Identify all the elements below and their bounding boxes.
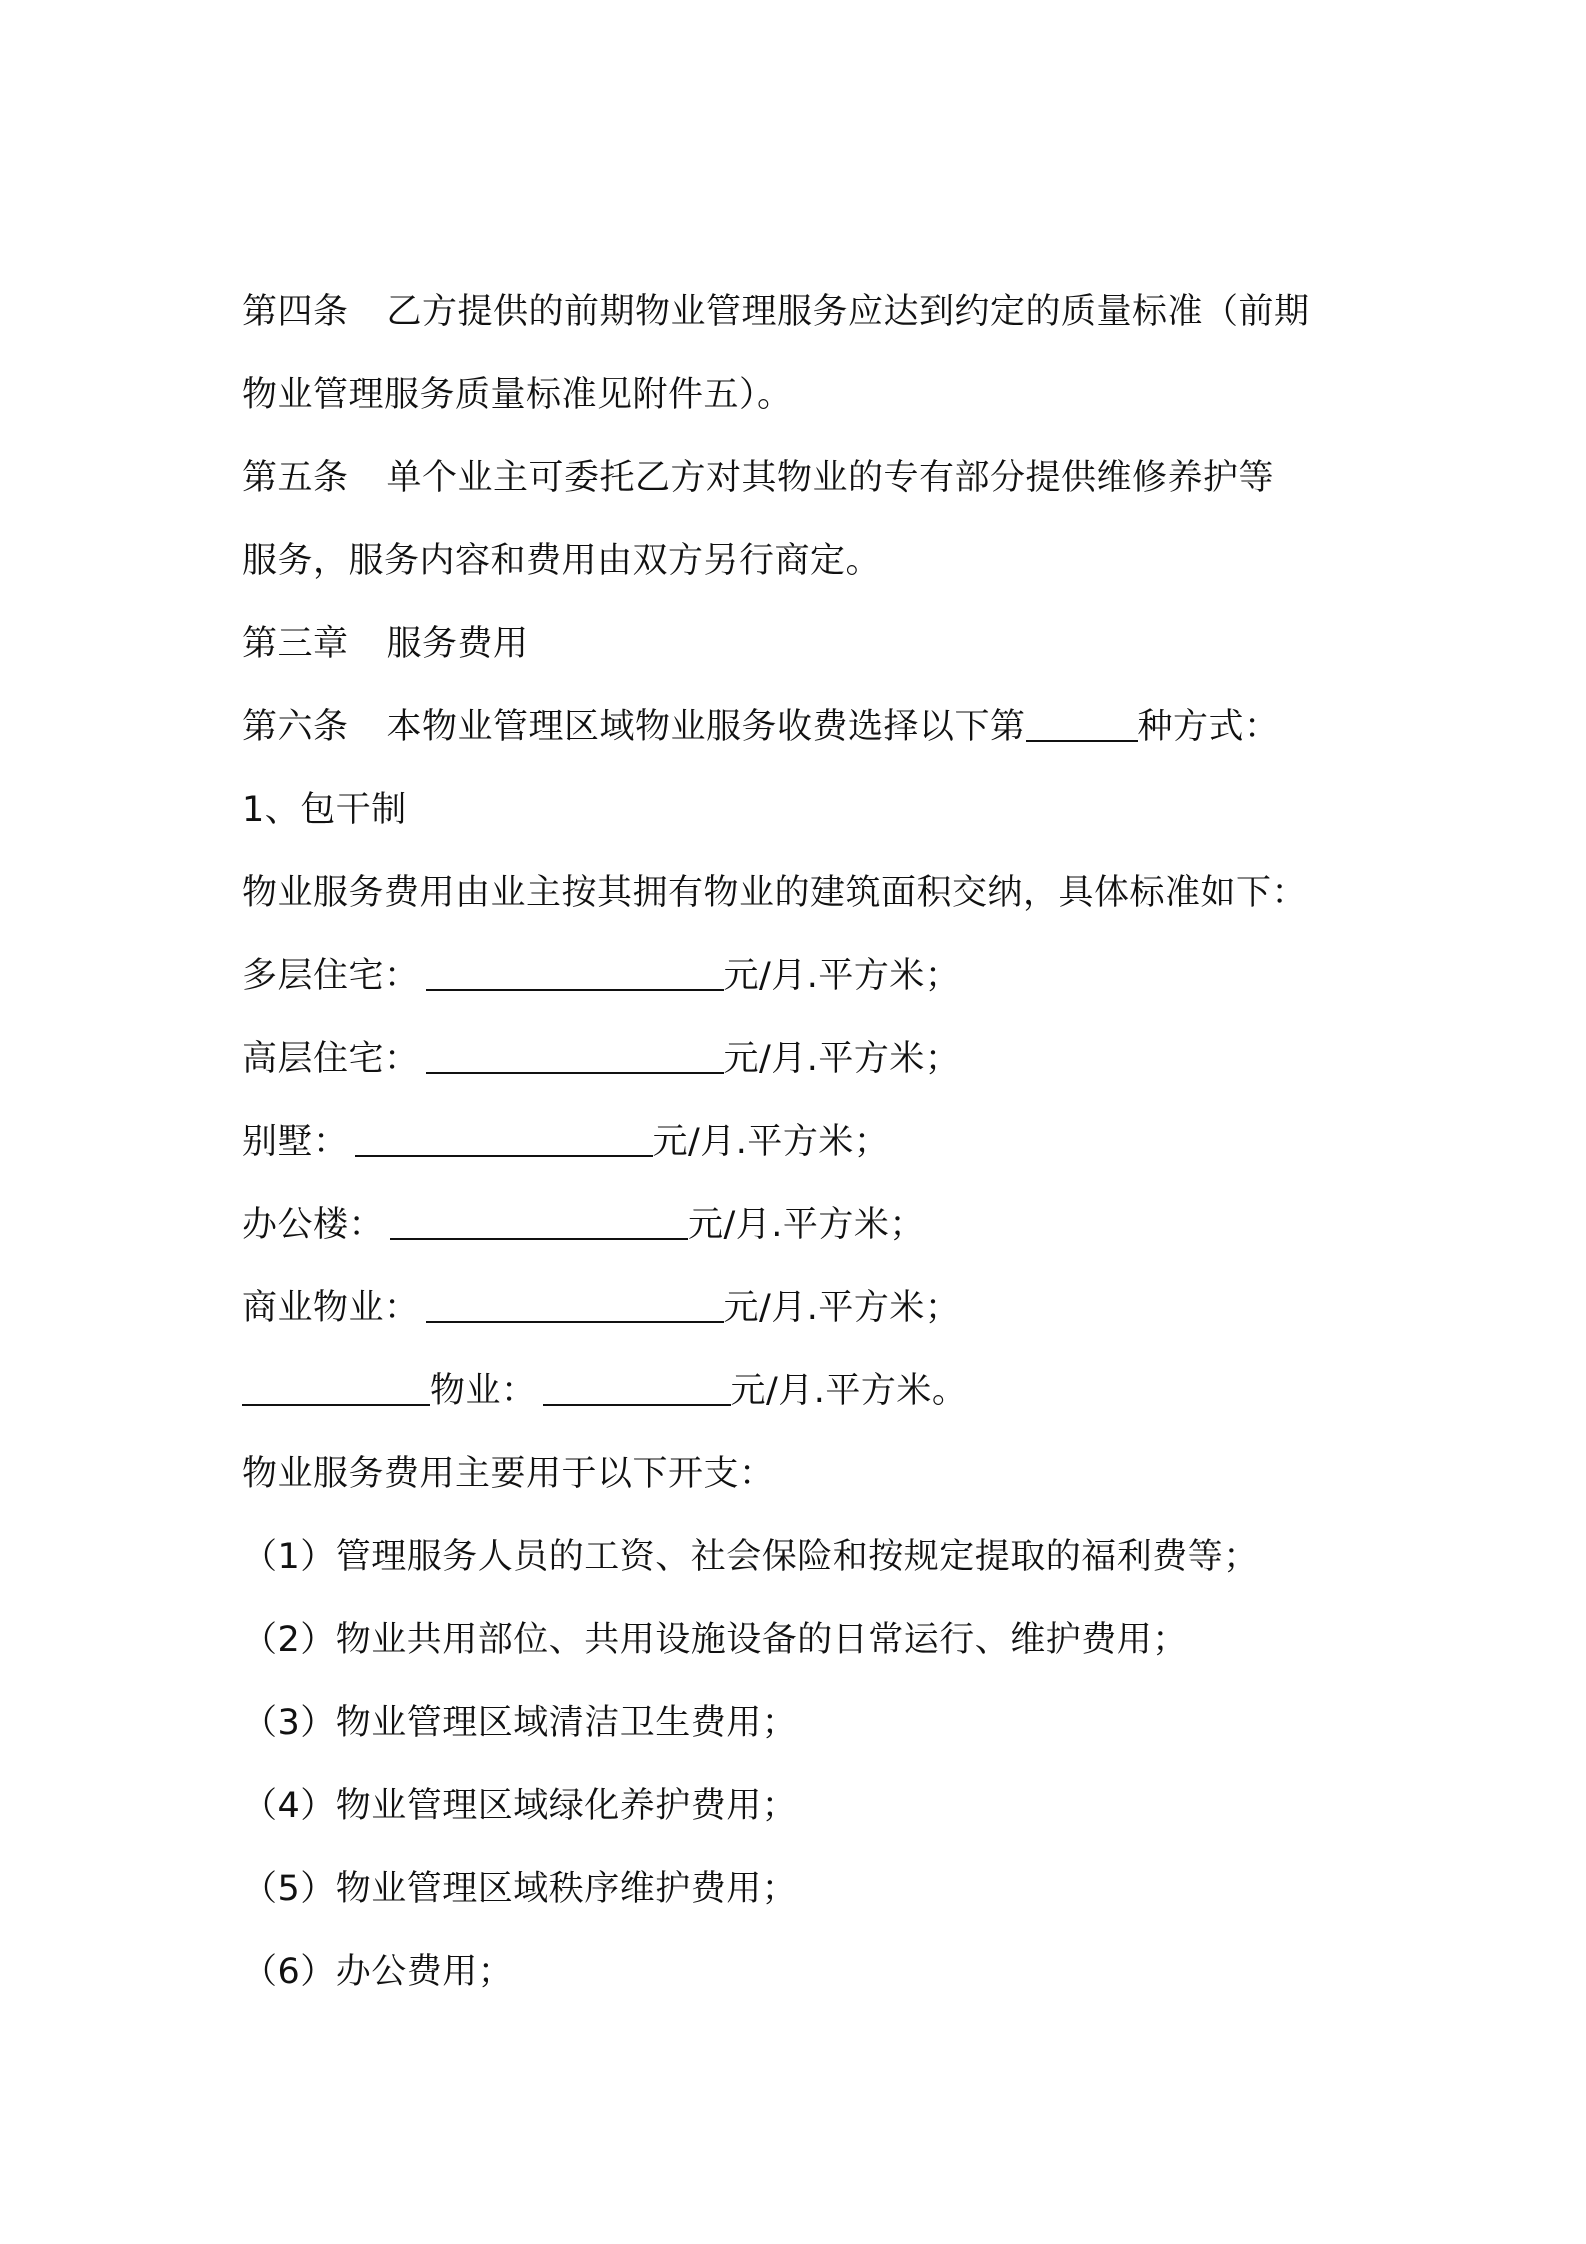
article-4-line-2: 物业管理服务质量标准见附件五）。 <box>242 375 793 415</box>
fee-blank[interactable] <box>426 1040 724 1074</box>
fee-blank[interactable] <box>390 1206 688 1240</box>
fee-label: 商业物业： <box>242 1288 420 1328</box>
fee-intro: 物业服务费用由业主按其拥有物业的建筑面积交纳，具体标准如下： <box>242 873 1308 913</box>
fee-row-commercial <box>242 1286 960 1330</box>
expense-item-2: （2）物业共用部位、共用设施设备的日常运行、维护费用； <box>242 1620 1188 1660</box>
fee-blank[interactable] <box>426 1289 724 1323</box>
expense-item-1: （1）管理服务人员的工资、社会保险和按规定提取的福利费等； <box>242 1537 1259 1577</box>
article-4-text: 乙方提供的前期物业管理服务应达到约定的质量标准（前期 <box>386 292 1310 332</box>
expense-item-5: （5）物业管理区域秩序维护费用； <box>242 1869 798 1909</box>
chapter-3-heading <box>242 622 529 666</box>
fee-unit: 元/月.平方米； <box>723 1039 961 1079</box>
article-5-line-2: 服务，服务内容和费用由双方另行商定。 <box>242 541 882 581</box>
fee-row-villa <box>242 1120 889 1164</box>
fee-unit: 元/月.平方米； <box>652 1122 890 1162</box>
fee-unit: 元/月.平方米； <box>723 1288 961 1328</box>
article-5-heading: 第五条 <box>242 458 349 498</box>
fee-blank[interactable] <box>543 1372 731 1406</box>
article-6-text-end: 种方式： <box>1137 707 1280 747</box>
expense-item-3: （3）物业管理区域清洁卫生费用； <box>242 1703 798 1743</box>
fee-blank[interactable] <box>426 957 724 991</box>
expense-item-4: （4）物业管理区域绿化养护费用； <box>242 1786 798 1826</box>
fee-row-office <box>242 1203 925 1247</box>
method-number-blank[interactable] <box>1026 708 1138 742</box>
expense-intro: 物业服务费用主要用于以下开支： <box>242 1454 775 1494</box>
article-6-line <box>242 705 1280 749</box>
fee-unit: 元/月.平方米； <box>723 956 961 996</box>
fee-label: 多层住宅： <box>242 956 420 996</box>
fee-label: 办公楼： <box>242 1205 385 1245</box>
fee-row-highrise <box>242 1037 960 1081</box>
expense-item-6: （6）办公费用； <box>242 1952 514 1992</box>
property-type-blank[interactable] <box>242 1372 430 1406</box>
fee-blank[interactable] <box>355 1123 653 1157</box>
article-4-line-1 <box>242 290 1310 334</box>
fee-row-multistory <box>242 954 960 998</box>
fee-label: 物业： <box>430 1371 537 1411</box>
article-6-heading: 第六条 <box>242 707 349 747</box>
chapter-3-title: 服务费用 <box>386 624 529 664</box>
fee-unit: 元/月.平方米。 <box>730 1371 968 1411</box>
fee-unit: 元/月.平方米； <box>688 1205 925 1245</box>
chapter-3-label: 第三章 <box>242 624 349 664</box>
article-4-heading: 第四条 <box>242 292 349 332</box>
fee-row-other <box>242 1369 967 1413</box>
article-6-text: 本物业管理区域物业服务收费选择以下第 <box>386 707 1026 747</box>
article-5-line-1 <box>242 456 1274 500</box>
fee-label: 高层住宅： <box>242 1039 420 1079</box>
fee-label: 别墅： <box>242 1122 349 1162</box>
article-5-text: 单个业主可委托乙方对其物业的专有部分提供维修养护等 <box>386 458 1275 498</box>
method-1-title: 1、包干制 <box>242 790 407 830</box>
